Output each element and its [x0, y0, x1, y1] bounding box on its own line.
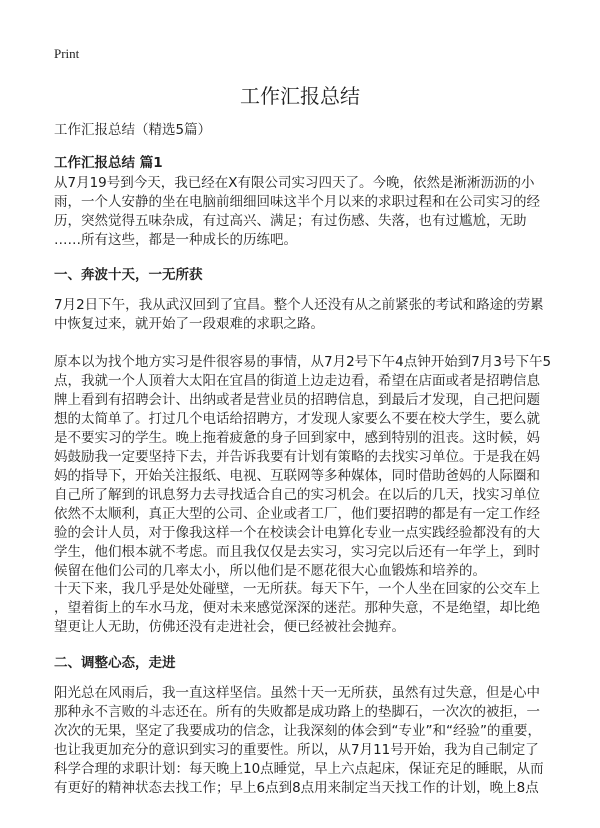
- text-line: 望更让人无助，仿佛还没有走进社会，便已经被社会抛弃。: [54, 619, 405, 635]
- text-line: 点，我就一个人顶着大太阳在宜昌的街道上边走边看，希望在店面或者是招聘信息: [54, 373, 540, 389]
- section2-heading: 二、调整心态，走进: [54, 655, 176, 671]
- text-line: 原本以为找个地方实习是件很容易的事情，从7月2号下午4点钟开始到7月3号下午5: [54, 354, 552, 370]
- section1-paragraph-2: [54, 353, 551, 581]
- text-line: 学生，他们根本就不考虑。而且我仅仅是去实习，实习完以后还有一年学上，到时: [54, 544, 540, 560]
- text-line: 7月2日下午，我从武汉回到了宜昌。整个人还没有从之前紧张的考试和路途的劳累: [54, 297, 544, 313]
- text-line: 妈的指导下，开始关注报纸、电视、互联网等多种媒体，同时借助爸妈的人际圈和: [54, 468, 540, 484]
- text-line: 十天下来，我几乎是处处碰壁，一无所获。每天下午，一个人坐在回家的公交车上: [54, 581, 540, 597]
- text-line: 也让我更加充分的意识到实习的重要性。所以，从7月11号开始，我为自己制定了: [54, 742, 539, 758]
- section1-heading: 一、奔波十天，一无所获: [54, 267, 203, 283]
- intro-paragraph: [54, 174, 540, 250]
- text-line: 是不要实习的学生。晚上拖着疲惫的身子回到家中，感到特别的沮丧。这时候，妈: [54, 430, 540, 446]
- text-line: 依然不太顺利，真正大型的公司、企业或者工厂，他们要招聘的都是有一定工作经: [54, 506, 540, 522]
- text-line: ，望着街上的车水马龙，便对未来感觉深深的迷茫。那种失意，不是绝望，却比绝: [54, 600, 540, 616]
- text-line: 验的会计人员，对于像我这样一个在校读会计电算化专业一点实践经验都没有的大: [54, 525, 540, 541]
- text-line: ……所有这些，都是一种成长的历练吧。: [54, 232, 297, 248]
- section2-paragraph-1: [54, 684, 544, 798]
- text-line: 想的太简单了。打过几个电话给招聘方，才发现人家要么不要在校大学生，要么就: [54, 411, 540, 427]
- text-line: 那种永不言败的斗志还在。所有的失败都是成功路上的垫脚石，一次次的被拒，一: [54, 704, 540, 720]
- article-heading: 工作汇报总结 篇1: [54, 155, 163, 171]
- text-line: 雨，一个人安静的坐在电脑前细细回味这半个月以来的求职过程和在公司实习的经: [54, 194, 540, 210]
- text-line: 历，突然觉得五味杂成，有过高兴、满足；有过伤感、失落，也有过尴尬，无助: [54, 213, 527, 229]
- section1-paragraph-1: [54, 296, 544, 334]
- text-line: 从7月19号到今天，我已经在X有限公司实习四天了。今晚，依然是淅淅沥沥的小: [54, 175, 535, 191]
- text-line: 自己所了解到的讯息努力去寻找适合自己的实习机会。在以后的几天，找实习单位: [54, 487, 540, 503]
- text-line: 阳光总在风雨后，我一直这样坚信。虽然十天一无所获，虽然有过失意，但是心中: [54, 685, 540, 701]
- print-link[interactable]: Print: [54, 46, 80, 61]
- text-line: 牌上看到有招聘会计、出纳或者是营业员的招聘信息，到最后才发现，自己把问题: [54, 392, 540, 408]
- page-title: 工作汇报总结: [240, 84, 360, 108]
- subtitle: 工作汇报总结（精选5篇）: [54, 122, 212, 138]
- section1-paragraph-3: [54, 580, 540, 637]
- text-line: 次次的无果，坚定了我要成功的信念，让我深刻的体会到“专业”和“经验”的重要，: [54, 723, 541, 739]
- text-line: 候留在他们公司的几率太小，所以他们是不愿花很大心血锻炼和培养的。: [54, 563, 486, 579]
- text-line: 中恢复过来，就开始了一段艰难的求职之路。: [54, 316, 324, 332]
- text-line: 科学合理的求职计划：每天晚上10点睡觉，早上六点起床，保证充足的睡眠，从而: [54, 761, 544, 777]
- text-line: 妈鼓励我一定要坚持下去，并告诉我要有计划有策略的去找实习单位。于是我在妈: [54, 449, 540, 465]
- text-line: 有更好的精神状态去找工作；早上6点到8点用来制定当天找工作的计划，晚上8点: [54, 780, 539, 796]
